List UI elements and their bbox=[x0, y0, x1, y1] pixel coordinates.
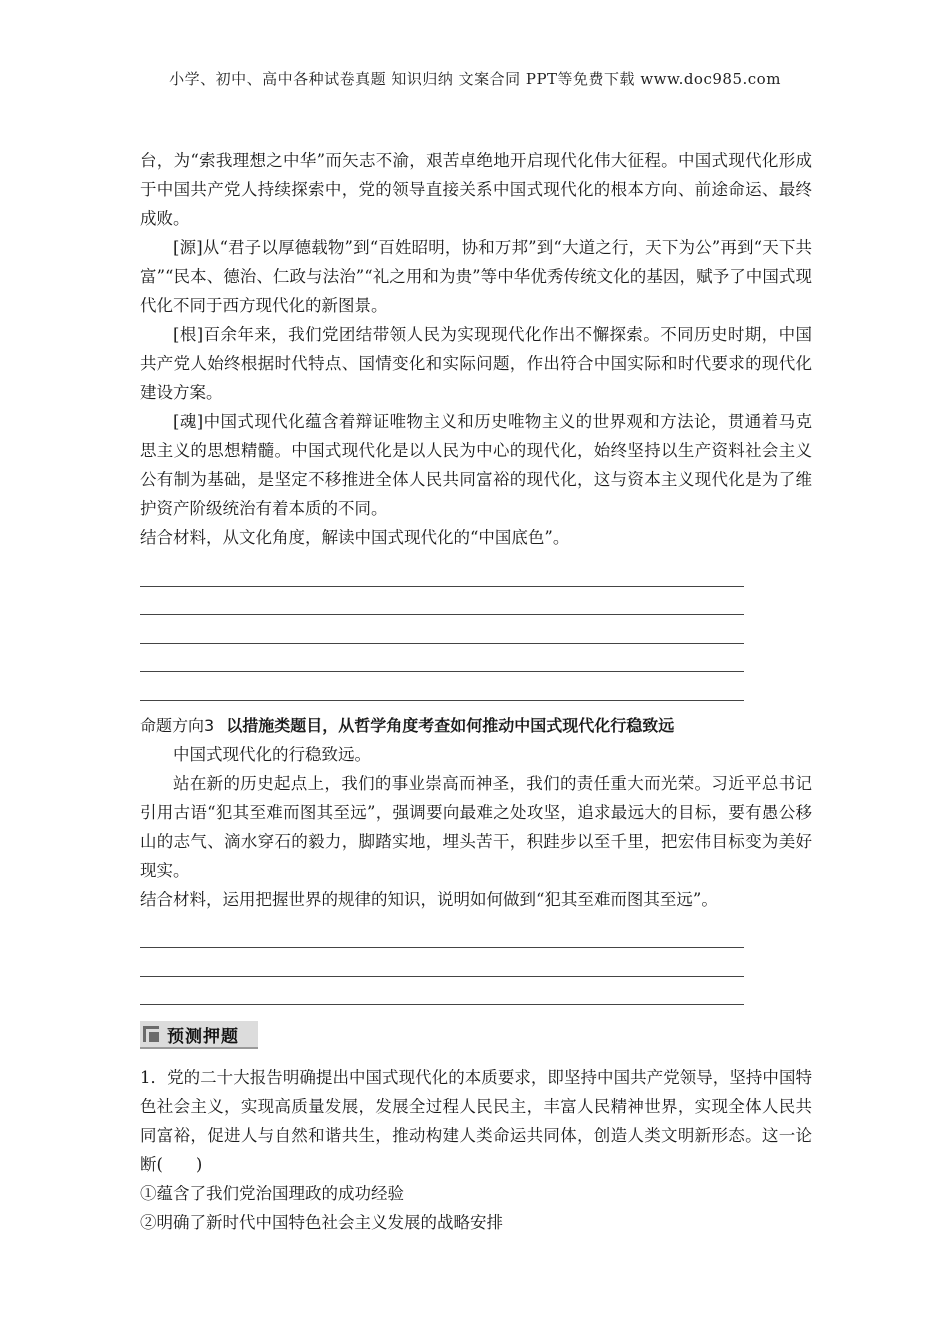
document-body bbox=[140, 146, 812, 1237]
question-culture: 结合材料，从文化角度，解读中国式现代化的“中国底色”。 bbox=[140, 528, 570, 547]
answer-line[interactable] bbox=[140, 644, 744, 673]
passage1-paragraph-soul: [魂]中国式现代化蕴含着辩证唯物主义和历史唯物主义的世界观和方法论，贯通着马克思主义的思想精髓。中国式现代化是以人民为中心的现代化，始终坚持以生产资料社会主义公有制为基础，是坚定不移推进全体人民共同富裕的现代化，这与资本主义现代化是为了维护资产阶级统治有着本质的不同。 bbox=[140, 412, 812, 518]
section-corner-icon bbox=[143, 1026, 159, 1042]
answer-line[interactable] bbox=[140, 615, 744, 644]
question-philosophy: 结合材料，运用把握世界的规律的知识，说明如何做到“犯其至难而图其至远”。 bbox=[140, 889, 718, 909]
passage1-paragraph-1: 台，为“索我理想之中华”而矢志不渝，艰苦卓绝地开启现代化伟大征程。中国式现代化形成于中国共产党人持续探索中，党的领导直接关系中国式现代化的根本方向、前途命运、最终成败。 bbox=[140, 151, 812, 228]
page-header: 小学、初中、高中各种试卷真题 知识归纳 文案合同 PPT等免费下载 www.doc985.com bbox=[169, 70, 781, 88]
answer-line[interactable] bbox=[140, 587, 744, 616]
question-1-stem: 1．党的二十大报告明确提出中国式现代化的本质要求，即坚持中国共产党领导，坚持中国特色社会主义，实现高质量发展，发展全过程人民民主，丰富人民精神世界，实现全体人民共同富裕，促进人与自然和谐共生，推动构建人类命运共同体，创造人类文明新形态。这一论断( ) bbox=[140, 1068, 812, 1174]
passage1-paragraph-root: [根]百余年来，我们党团结带领人民为实现现代化作出不懈探索。不同历史时期，中国共产党人始终根据时代特点、国情变化和实际问题，作出符合中国实际和时代要求的现代化建设方案。 bbox=[140, 325, 812, 402]
answer-lines-1 bbox=[140, 558, 812, 701]
direction-number: 命题方向3 bbox=[140, 715, 215, 735]
answer-line[interactable] bbox=[140, 977, 744, 1006]
question-1-option-2: ②明确了新时代中国特色社会主义发展的战略安排 bbox=[140, 1213, 503, 1232]
section-title: 预测押题 bbox=[167, 1026, 239, 1047]
section-banner bbox=[140, 1021, 258, 1049]
answer-line[interactable] bbox=[140, 672, 744, 701]
passage2-paragraph-2: 站在新的历史起点上，我们的事业崇高而神圣，我们的责任重大而光荣。习近平总书记引用古语“犯其至难而图其至远”，强调要向最难之处攻坚，追求最远大的目标，要有愚公移山的志气、滴水穿石的毅力，脚踏实地，埋头苦干，积跬步以至千里，把宏伟目标变为美好现实。 bbox=[140, 773, 812, 880]
passage2-paragraph-1: 中国式现代化的行稳致远。 bbox=[173, 744, 371, 764]
answer-line[interactable] bbox=[140, 558, 744, 587]
direction-heading bbox=[140, 711, 812, 740]
direction-title: 以措施类题目，从哲学角度考查如何推动中国式现代化行稳致远 bbox=[226, 715, 675, 735]
answer-line[interactable] bbox=[140, 920, 744, 949]
question-1-option-1: ①蕴含了我们党治国理政的成功经验 bbox=[140, 1184, 404, 1203]
answer-line[interactable] bbox=[140, 948, 744, 977]
passage1-paragraph-source: [源]从“君子以厚德载物”到“百姓昭明，协和万邦”到“大道之行，天下为公”再到“天下共富”“民本、德治、仁政与法治”“礼之用和为贵”等中华优秀传统文化的基因，赋予了中国式现代化不同于西方现代化的新图景。 bbox=[140, 238, 812, 315]
answer-lines-2 bbox=[140, 920, 812, 1006]
